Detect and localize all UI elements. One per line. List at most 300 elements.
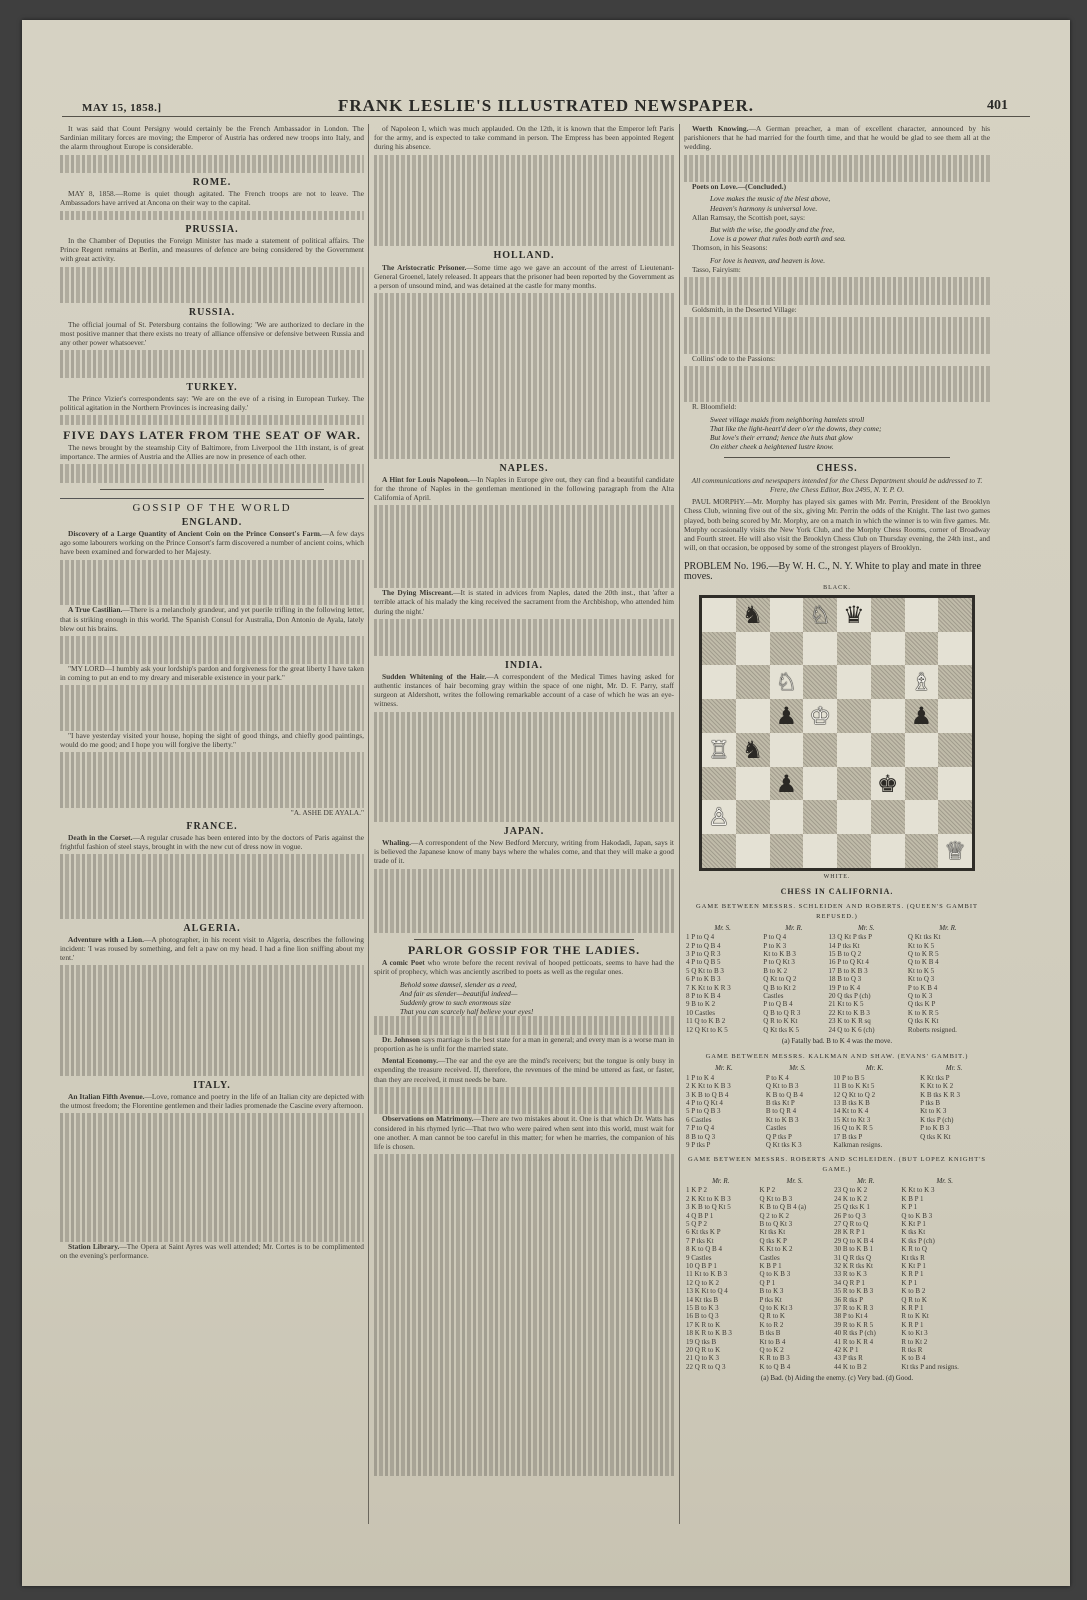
- board-square: [702, 767, 736, 801]
- column-rule: [368, 124, 369, 1524]
- move-cell: Kt to K 3: [920, 1107, 947, 1116]
- board-square: [770, 598, 804, 632]
- table-row: [684, 1354, 990, 1362]
- page-number: 401: [987, 98, 1008, 113]
- move-cell: K Kt P 1: [901, 1219, 926, 1228]
- article-lead: An Italian Fifth Avenue.: [68, 1091, 145, 1101]
- move-cell: 17 B to K B 3: [828, 966, 868, 975]
- move-cell: 41 R to K R 4: [834, 1337, 874, 1346]
- black-pawn-icon: ♟: [775, 702, 798, 731]
- move-cell: 4 P to Q Kt 4: [686, 1099, 723, 1108]
- move-cell: 8 P to K B 4: [686, 991, 721, 1000]
- move-cell: 6 P to K B 3: [686, 975, 721, 984]
- section-heading: FRANCE.: [186, 820, 238, 832]
- table-row: [684, 992, 990, 1000]
- move-cell: Kalkman resigns.: [833, 1141, 883, 1150]
- black-label: BLACK.: [823, 584, 851, 591]
- move-cell: 11 Kt to K B 3: [686, 1270, 728, 1279]
- move-cell: K tks P (ch): [901, 1236, 935, 1245]
- move-cell: P to K B 4: [907, 983, 938, 992]
- signature: "A. ASHE DE AYALA.": [290, 807, 364, 817]
- article-text: of Napoleon I, which was much applauded. On the 12th, it is known that the Emperor left Paris for the army, and is expected to take command in person. The Empress has been appointed Regent during his absence.: [374, 124, 674, 152]
- move-cell: Q Kt to B 3: [759, 1194, 793, 1203]
- move-cell: 23 K to K R sq: [828, 1017, 871, 1026]
- move-cell: 15 B to K 3: [686, 1303, 719, 1312]
- move-cell: P to Q Kt 3: [763, 958, 795, 967]
- newspaper-page: [22, 20, 1070, 1586]
- article-text: "MY LORD—I humbly ask your lordship's pardon and forgiveness for the great liberty I have taken in coming to put an end to my dreary and miserable existence in your park.": [60, 663, 364, 682]
- section-heading: ROME.: [192, 176, 232, 188]
- column-header: Mr. S.: [786, 1176, 804, 1185]
- article-lead: Station Library.: [68, 1241, 120, 1251]
- board-square: [871, 767, 905, 801]
- move-cell: 8 K to Q B 4: [686, 1245, 722, 1254]
- section-heading: INDIA.: [505, 659, 543, 671]
- board-square: [938, 699, 972, 733]
- board-square: [736, 733, 770, 767]
- move-cell: 36 R tks P: [834, 1295, 864, 1304]
- move-cell: K R P 1: [901, 1303, 924, 1312]
- table-row: [684, 1346, 990, 1354]
- white-queen-icon: ♕: [944, 837, 966, 866]
- board-square: [803, 598, 837, 632]
- board-square: [770, 834, 804, 868]
- board-square: [736, 665, 770, 699]
- game-score-table: [684, 1176, 990, 1371]
- section-heading: HOLLAND.: [493, 250, 555, 262]
- move-cell: 30 B to K B 1: [834, 1245, 874, 1254]
- table-row: [684, 1074, 990, 1082]
- move-cell: R to Kt 2: [901, 1337, 928, 1346]
- move-cell: Q to K 3: [907, 991, 933, 1000]
- table-row: [684, 1287, 990, 1295]
- board-square: [905, 767, 939, 801]
- white-label: WHITE.: [823, 873, 851, 880]
- move-cell: 1 K P 2: [686, 1186, 707, 1195]
- game-title: GAME BETWEEN MESSRS. KALKMAN AND SHAW. (EVANS' GAMBIT.): [705, 1053, 969, 1061]
- move-cell: 22 Q R to Q 3: [686, 1362, 726, 1371]
- table-row: [684, 933, 990, 941]
- article-text: Sudden Whitening of the Hair.—A correspondent of the Medical Times having asked for authentic instances of hair becoming gray within the space of one night, Mr. D. F. Parry, staff surgeon at Aldershott, writes the following remarkable account of a case of which he was an eye-witness.: [374, 671, 674, 709]
- move-cell: 44 K to B 2: [834, 1362, 867, 1371]
- move-cell: 11 Q to K B 2: [686, 1017, 726, 1026]
- article-text: Worth Knowing.—A German preacher, a man of excellent character, announced by his parishioners that he had married for the fourth time, and that he would be glad to see them all at the wedding.: [684, 124, 990, 152]
- table-row: [684, 1141, 990, 1149]
- white-rook-icon: ♖: [708, 735, 730, 764]
- move-cell: B to Q Kt 3: [759, 1219, 793, 1228]
- table-row: [684, 942, 990, 950]
- poem: But with the wise, the goodly and the free, Love is a power that rules both earth and sea.: [710, 224, 846, 244]
- move-cell: 40 R tks P (ch): [834, 1329, 876, 1338]
- move-cell: 13 K Kt to Q 4: [686, 1287, 728, 1296]
- move-cell: 37 R to K R 3: [834, 1303, 874, 1312]
- board-square: [938, 834, 972, 868]
- move-cell: Q tks K P: [907, 1000, 936, 1009]
- move-cell: Q 2 to K 2: [759, 1211, 790, 1220]
- move-cell: K Kt P 1: [901, 1261, 926, 1270]
- table-header-row: [684, 1176, 990, 1186]
- board-square: [702, 632, 736, 666]
- move-cell: 15 B to Q 2: [828, 949, 862, 958]
- board-square: [803, 665, 837, 699]
- gossip-title: GOSSIP OF THE WORLD: [60, 498, 364, 513]
- board-square: [702, 733, 736, 767]
- move-cell: 3 K B to Q B 4: [686, 1090, 729, 1099]
- board-square: [702, 800, 736, 834]
- move-cell: 19 Q tks B: [686, 1337, 717, 1346]
- move-cell: K B tks K R 3: [920, 1090, 960, 1099]
- move-cell: 6 Kt tks K P: [686, 1228, 721, 1237]
- move-cell: 20 Q R to K: [686, 1346, 721, 1355]
- move-cell: 24 Q to K 6 (ch): [828, 1025, 875, 1034]
- section-heading: RUSSIA.: [188, 307, 236, 319]
- column-header: Mr. K.: [865, 1064, 884, 1073]
- move-cell: 2 K Kt to K B 3: [686, 1194, 731, 1203]
- move-cell: B to K 2: [763, 966, 788, 975]
- move-cell: 11 B to K Kt 5: [833, 1082, 875, 1091]
- move-cell: B to Q R 4: [765, 1107, 797, 1116]
- board-square: [770, 699, 804, 733]
- move-cell: Q Kt to Q 2: [763, 975, 797, 984]
- move-cell: 16 B to Q 3: [686, 1312, 719, 1321]
- table-row: [684, 1195, 990, 1203]
- board-square: [938, 733, 972, 767]
- table-row: [684, 1329, 990, 1337]
- move-cell: Q P 1: [759, 1278, 776, 1287]
- move-cell: 8 B to Q 3: [686, 1132, 716, 1141]
- board-square: [938, 800, 972, 834]
- section-heading: JAPAN.: [503, 825, 545, 837]
- table-row: [684, 1000, 990, 1008]
- white-pawn-icon: ♙: [708, 803, 730, 832]
- move-cell: K to B 2: [901, 1287, 926, 1296]
- move-cell: P to Q B 4: [763, 1000, 793, 1009]
- table-row: [684, 1363, 990, 1371]
- white-bishop-icon: ♗: [910, 668, 933, 697]
- poem: Love makes the music of the blest above, Heaven's harmony is universal love.: [710, 194, 831, 213]
- move-cell: 9 B to K 2: [686, 1000, 716, 1009]
- article-text: The Aristocratic Prisoner.—Some time ago we gave an account of the arrest of Lieutenant-General Groenel, lately released. It appears that the prisoner had been reported by the Government as a person of unsound mind, and was detained at the castle for many months.: [374, 262, 674, 291]
- board-square: [905, 665, 939, 699]
- move-cell: 24 K to K 2: [834, 1194, 868, 1203]
- move-cell: Castles: [763, 991, 784, 1000]
- move-cell: B to K 3: [759, 1287, 784, 1296]
- board-square: [905, 800, 939, 834]
- board-square: [803, 800, 837, 834]
- board-square: [770, 665, 804, 699]
- move-cell: Q to K R 5: [907, 949, 939, 958]
- table-row: [684, 1091, 990, 1099]
- section-heading: ENGLAND.: [181, 516, 243, 528]
- move-cell: K B P 1: [759, 1261, 782, 1270]
- board-square: [702, 665, 736, 699]
- move-cell: 23 Q to K 2: [834, 1186, 868, 1195]
- move-cell: 5 Q P 2: [686, 1219, 707, 1228]
- board-square: [837, 800, 871, 834]
- move-cell: Q to K Kt 3: [759, 1303, 793, 1312]
- table-row: [684, 1270, 990, 1278]
- poem: Sweet village maids from neighboring hamlets stroll That like the light-heart'd deer o'er the downs, they come; But love's their errand; hence the huts that glow On either cheek a heightened lustre know.: [710, 414, 882, 452]
- move-cell: 7 P tks Kt: [686, 1236, 714, 1245]
- article-lead: The Dying Miscreant.: [382, 588, 454, 598]
- headline: FIVE DAYS LATER FROM THE SEAT OF WAR.: [63, 427, 361, 442]
- move-cell: K to R 2: [759, 1320, 784, 1329]
- board-square: [871, 834, 905, 868]
- move-cell: P to Q 4: [763, 933, 787, 942]
- article-text: Station Library.—The Opera at Saint Ayres was well attended; Mr. Cortes is to be complimented on the evening's performance.: [60, 1241, 364, 1261]
- move-cell: Q tks K P: [759, 1236, 787, 1245]
- article-lead: Death in the Corset.: [68, 832, 133, 842]
- section-heading: ITALY.: [193, 1079, 231, 1091]
- move-cell: 9 P tks P: [686, 1141, 711, 1150]
- poets-title: Poets on Love.—(Concluded.): [692, 182, 787, 192]
- move-cell: Q to K B 3: [759, 1270, 791, 1279]
- table-row: [684, 1026, 990, 1034]
- move-cell: Q P tks P: [765, 1132, 792, 1141]
- column-header: Mr. S.: [714, 923, 731, 932]
- column-2: [374, 124, 674, 1554]
- table-row: [684, 1228, 990, 1236]
- board-square: [803, 699, 837, 733]
- move-cell: K P 2: [759, 1186, 776, 1195]
- move-cell: 21 Q to K 3: [686, 1354, 720, 1363]
- move-cell: 10 Castles: [686, 1008, 715, 1017]
- table-row: [684, 1296, 990, 1304]
- move-cell: 27 Q R to Q: [834, 1219, 869, 1228]
- move-cell: 10 Q B P 1: [686, 1261, 717, 1270]
- board-square: [837, 699, 871, 733]
- move-cell: K R P 1: [901, 1270, 924, 1279]
- white-king-icon: ♔: [809, 702, 831, 731]
- board-square: [837, 767, 871, 801]
- move-cell: Q B to Kt 2: [763, 983, 796, 992]
- column-header: Mr. S.: [945, 1064, 963, 1073]
- article-lead: Mental Economy.: [382, 1056, 438, 1066]
- move-cell: 16 Q to K R 5: [833, 1124, 873, 1133]
- move-cell: K B P 1: [901, 1194, 924, 1203]
- table-row: [684, 1279, 990, 1287]
- move-cell: 25 Q tks K 1: [834, 1203, 870, 1212]
- move-cell: Q to K B 4: [907, 958, 939, 967]
- article-lead: The Aristocratic Prisoner.: [382, 262, 467, 272]
- problem-title: PROBLEM No. 196.—By W. H. C., N. Y. White to play and mate in three moves.: [684, 561, 982, 582]
- move-cell: 3 K B to Q Kt 5: [686, 1203, 731, 1212]
- column-header: Mr. S.: [936, 1176, 953, 1185]
- board-square: [905, 733, 939, 767]
- move-cell: 20 Q tks P (ch): [828, 991, 871, 1000]
- move-cell: 42 K P 1: [834, 1346, 859, 1355]
- article-lead: Dr. Johnson: [382, 1034, 421, 1044]
- article-lead: Worth Knowing.: [692, 124, 749, 133]
- move-cell: 26 P to Q 3: [834, 1211, 866, 1220]
- move-cell: 35 R to K B 3: [834, 1287, 874, 1296]
- parlor-gossip-title: PARLOR GOSSIP FOR THE LADIES.: [407, 942, 641, 957]
- table-row: [684, 1321, 990, 1329]
- chess-note: All communications and newspapers intended for the Chess Department should be addressed to T. Frere, the Chess Editor, Box 2495, N. Y. P. O.: [691, 475, 983, 494]
- move-cell: K P 1: [901, 1203, 918, 1212]
- move-cell: K Kt to K 2: [759, 1245, 793, 1254]
- move-cell: K R to B 3: [759, 1354, 790, 1363]
- article-text: A Hint for Louis Napoleon.—In Naples in Europe give out, they can find a beautiful candidate for the throne of Naples in the gentleman mentioned in the following paragraph from the Alta California of April.: [374, 474, 674, 503]
- column-header: Mr. S.: [789, 1064, 806, 1073]
- move-cell: 18 K R to K B 3: [686, 1329, 732, 1338]
- board-square: [837, 598, 871, 632]
- move-cell: Castles: [759, 1253, 780, 1262]
- move-cell: 6 Castles: [686, 1115, 712, 1124]
- move-cell: Q Kt tks K 3: [765, 1141, 802, 1150]
- column-3: Worth Knowing.—A German preacher, a man of excellent character, announced by his parishioners that he had married for the fourth time, and that he would be glad to see them all at the wedding. Poets on Love.—(Concluded.) Love makes the music of the blest above, Heaven's harmony is universal love. Allan Ramsay, the Scottish poet, says: But with the wise, the goodly and the free, Love is a power that rules both earth and sea. Thomson, in his Seasons: For love is heaven, and heaven is love. Tasso, Fairyism: Goldsmith, in the Deserted Village: Collins' ode to the Passions: R. Bloomfield: Sweet village maids from neighboring hamlets stroll That like the light-heart'd deer o'er the downs, they come; But love's their errand; hence the huts that glow On either cheek a heightened lustre know. CHESS. All communications and newspapers intended for the Chess Department should be addressed to T. Frere, the Chess Editor, Box 2495, N. Y. P. O. PAUL MORPHY.—Mr. Morphy has played six games with Mr. Perrin, President of the Brooklyn Chess Club, winning five out of the six, giving Mr. Perrin the odds of the Knight. The last two games played, both being scored by Mr. Morphy, are on a match in which the winner is to win five games. Mr. Morphy occasionally visits the New York Club, and the Morphy Chess Rooms, corner of Broadway and Fourth street. He will also visit the Brooklyn Chess Club on Thursday evening, the 24th inst., and will, on that occasion, be opposed by some of the strongest players of Brooklyn. PROBLEM No. 196.—By W. H. C., N. Y. White to play and mate in three moves. BLACK. ♞ ♘ ♛ ♘ ♗ ♟ ♔ ♟ ♖ ♞ ♟ ♚ ♙ ♕ WHITE. CHESS IN CALIFORNIA. GAME BETWEEN MESSRS. SCHLEIDEN AND ROBERTS. (QUEEN'S GAMBIT REFUSED.) Mr. S. Mr. R. Mr. S. Mr. R. 1 P to Q 4 P to Q 4 13 Q Kt P tks P Q Kt tks Kt 2 P to Q B 4 P to K 3 14 P tks Kt Kt to K 5 3 P to Q R 3 Kt to K B 3 15 B to Q 2 Q to K R 5 4 P to Q B 5 P to Q Kt 3 16 P to Q Kt 4 Q to K B 4 5 Q Kt to B 3 B to K 2 17 B to K B 3 Kt to K 5 6 P to K B 3 Q Kt to Q 2 18 B to Q 3 Kt to Q 3 7 K Kt to K R 3 Q B to Kt 2 19 P to K 4 P to K B 4 8 P to K B 4 Castles 20 Q tks P (ch) Q to K 3 9 B to K 2 P to Q B 4 21 Kt to K 5 Q tks K P 10 Castles Q B to Q R 3 22 Kt to K B 3 K to K R 5 11 Q to K B 2 Q R to K Kt 23 K to K R sq Q tks K Kt 12 Q Kt to K 5 Q Kt tks K 5 24 Q to K 6 (ch) Roberts resigned. (a) Fatally bad. B to K 4 was the move. GAME BETWEEN MESSRS. KALKMAN AND SHAW. (EVANS' GAMBIT.) Mr. K. Mr. S. Mr. K. Mr. S. 1 P to K 4 P to K 4 10 P to B 5 K Kt tks P 2 K Kt to K B 3 Q Kt to B 3 11 B to K Kt 5 K Kt to K 2 3 K B to Q B 4 K B to Q B 4 12 Q Kt to Q 2 K B tks K R 3 4 P to Q Kt 4 B tks Kt P 13 B tks K B P tks B 5 P to Q B 3 B to Q R 4 14 Kt to K 4 Kt to K 3 6 Castles Kt to K B 3 15 Kt to Kt 3 K tks P (ch) 7 P to Q 4 Castles 16 Q to K R 5 P to K B 3 8 B to Q 3 Q P tks P 17 B tks P Q tks K Kt 9 P tks P Q Kt tks K 3 Kalkman resigns. GAME BETWEEN MESSRS. ROBERTS AND SCHLEIDEN. (BUT LOPEZ KNIGHT'S GAME.) Mr. R. Mr. S. Mr. R. Mr. S. 1 K P 2 K P 2 23 Q to K 2 K Kt to K 3 2 K Kt to K B 3 Q Kt to B 3 24 K to K 2 K B P 1 3 K B to Q Kt 5 K B to Q B 4 (a) 25 Q tks K 1 K P 1 4 Q B P 1 Q 2 to K 2 26 P to Q 3 Q to K B 3 5 Q P 2 B to Q Kt 3 27 Q R to Q K Kt P 1 6 Kt tks K P Kt tks Kt 28 K R P 1 K tks Kt 7 P tks Kt Q tks K P 29 Q to K B 4 K tks P (ch) 8 K to Q B 4 K Kt to K 2 30 B to K B 1 K R to Q 9 Castles Castles 31 Q R tks Q Kt tks R 10 Q B P 1 K B P 1 32 K R tks Kt K Kt P 1 11 Kt to K B 3 Q to K B 3 33 R to K 3 K R P 1 12 Q to K 2 Q P 1 34 Q R P 1 K P 1 13 K Kt to Q 4 B to K 3 35 R to K B 3 K to B 2 14 Kt tks B P tks Kt 36 R tks P Q R to K 15 B to K 3 Q to K Kt 3 37 R to K R 3 K R P 1 16 B to Q 3 Q R to K 38 P to Kt 4 R to K Kt 17 K R to K K to R 2 39 R to K R 5 K R P 1 18 K R to K B 3 B tks B 40 R tks P (ch) K to Kt 3 19 Q tks B Kt to B 4 41 R to K R 4 R to Kt 2 20 Q R to K Q to K 2 42 K P 1 R tks R 21 Q to K 3 K R to B 3 43 P tks R K to B 4 22 Q R to Q 3 K to Q B 4 44 K to B 2 Kt tks P and resigns. (a) Bad. (b) Aiding the enemy. (c) Very bad. (d) Good.: [684, 124, 990, 1383]
- article-text: The Prince Vizier's correspondents say: 'We are on the eve of a rising in European Turkey. The political agitation in the Northern Provinces is increasing daily.': [60, 393, 364, 413]
- table-row: [684, 1099, 990, 1107]
- table-row: [684, 1107, 990, 1115]
- board-square: [803, 733, 837, 767]
- table-row: [684, 1082, 990, 1090]
- table-row: [684, 1245, 990, 1253]
- move-cell: Q R to K: [759, 1312, 785, 1321]
- move-cell: 39 R to K R 5: [834, 1320, 874, 1329]
- black-pawn-icon: ♟: [910, 702, 933, 731]
- move-cell: Q B to Q R 3: [763, 1008, 801, 1017]
- column-header: Mr. R.: [785, 923, 803, 932]
- move-cell: 4 Q B P 1: [686, 1211, 714, 1220]
- table-row: [684, 1116, 990, 1124]
- board-square: [736, 699, 770, 733]
- section-heading: NAPLES.: [499, 462, 549, 474]
- move-cell: R to K Kt: [901, 1312, 929, 1321]
- move-cell: 22 Kt to K B 3: [828, 1008, 870, 1017]
- move-cell: 13 B tks K B: [833, 1099, 870, 1108]
- table-row: [684, 1203, 990, 1211]
- move-cell: P tks Kt: [759, 1295, 782, 1304]
- move-cell: Q Kt to B 3: [765, 1082, 799, 1091]
- issue-date: MAY 15, 1858.]: [82, 102, 162, 114]
- board-square: [905, 699, 939, 733]
- article-text: "I have yesterday visited your house, hoping the sight of good things, and chiefly good paintings, would do me good; and I hope you will forgive the liberty.": [60, 730, 364, 750]
- black-knight-icon: ♞: [741, 600, 764, 629]
- article-lead: Discovery of a Large Quantity of Ancient Coin on the Prince Consort's Farm.: [68, 528, 322, 538]
- move-cell: Kt to B 4: [759, 1337, 786, 1346]
- chess-heading: CHESS.: [816, 463, 858, 475]
- article-text: In the Chamber of Deputies the Foreign Minister has made a statement of political affairs. The Prince Regent remains at Berlin, and measures of defence are being considered by the Government with great activity.: [60, 235, 364, 264]
- move-cell: Kt to K 5: [907, 966, 935, 975]
- move-cell: K to Kt 3: [901, 1329, 928, 1338]
- move-cell: K to Q B 4: [759, 1362, 791, 1371]
- move-cell: K to K R 5: [907, 1008, 939, 1017]
- article-text: The Dying Miscreant.—It is stated in advices from Naples, dated the 20th inst., that 'after a terrible attack of his malady the king received the sacrament from the Archbishop, who attended him during the night.': [374, 588, 674, 616]
- move-cell: Kt tks Kt: [759, 1228, 786, 1237]
- board-square: [871, 733, 905, 767]
- move-cell: 29 Q to K B 4: [834, 1236, 874, 1245]
- board-square: [702, 834, 736, 868]
- move-cell: Q Kt tks K 5: [763, 1025, 800, 1034]
- table-row: [684, 1254, 990, 1262]
- table-row: [684, 1312, 990, 1320]
- move-cell: 9 Castles: [686, 1253, 712, 1262]
- article-lead: Whaling.: [382, 838, 411, 847]
- article-lead: Sudden Whitening of the Hair.: [382, 671, 487, 681]
- move-cell: 21 Kt to K 5: [828, 1000, 864, 1009]
- california-heading: CHESS IN CALIFORNIA.: [780, 887, 894, 897]
- board-square: [938, 665, 972, 699]
- game-score-table: [684, 1063, 990, 1149]
- move-cell: 2 K Kt to K B 3: [686, 1082, 731, 1091]
- table-row: [684, 958, 990, 966]
- board-square: [837, 665, 871, 699]
- board-square: [938, 632, 972, 666]
- move-cell: 17 K R to K: [686, 1320, 721, 1329]
- game-score-table: [684, 923, 990, 1034]
- poem: Behold some damsel, slender as a reed, And fair as slender—beautiful indeed— Suddenly grow to such enormous size That you can scarcely half believe your eyes!: [400, 979, 534, 1017]
- move-cell: Q to K B 3: [901, 1211, 933, 1220]
- article-lead: A comic Poet: [382, 958, 425, 968]
- move-cell: K tks P (ch): [920, 1115, 954, 1124]
- black-king-icon: ♚: [876, 769, 899, 798]
- move-cell: 18 B to Q 3: [828, 975, 862, 984]
- board-square: [938, 767, 972, 801]
- move-cell: Q R to K Kt: [763, 1017, 798, 1026]
- board-square: [905, 632, 939, 666]
- move-cell: Q Kt tks Kt: [907, 933, 941, 942]
- board-square: [871, 665, 905, 699]
- move-cell: 3 P to Q R 3: [686, 949, 721, 958]
- board-square: [702, 699, 736, 733]
- table-row: [684, 1009, 990, 1017]
- move-cell: Q tks K Kt: [907, 1017, 939, 1026]
- move-cell: 7 P to Q 4: [686, 1124, 715, 1133]
- white-knight-icon: ♘: [775, 668, 798, 697]
- article-lead: Adventure with a Lion.: [68, 934, 144, 944]
- move-cell: 5 Q Kt to B 3: [686, 966, 724, 975]
- article-text: A comic Poet who wrote before the recent revival of hooped petticoats, seems to have had the spirit of prophecy, which was anciently ascribed to poets as well as the regular ones.: [374, 958, 674, 977]
- move-cell: 12 Q to K 2: [686, 1278, 720, 1287]
- article-text: Adventure with a Lion.—A photographer, in his recent visit to Algeria, describes the following incident: 'I was roused by something, and felt a paw on my head. I had a fine lion sniffing about my tent.': [60, 934, 364, 963]
- move-cell: Kt to K 5: [907, 941, 935, 950]
- board-square: [871, 598, 905, 632]
- article-text: Dr. Johnson says marriage is the best state for a man in general; and every man is a worse man in proportion as he is unfit for the married state.: [374, 1034, 674, 1053]
- move-cell: 34 Q R P 1: [834, 1278, 865, 1287]
- move-cell: 17 B tks P: [833, 1132, 863, 1141]
- section-heading: PRUSSIA.: [185, 223, 239, 235]
- column-header: Mr. R.: [857, 1176, 875, 1185]
- move-cell: 2 P to Q B 4: [686, 941, 721, 950]
- move-cell: 1 P to Q 4: [686, 933, 715, 942]
- move-cell: B tks Kt P: [765, 1099, 795, 1108]
- article-lead: A Hint for Louis Napoleon.: [382, 474, 470, 484]
- move-cell: 38 P to Kt 4: [834, 1312, 868, 1321]
- black-knight-icon: ♞: [741, 735, 764, 764]
- move-cell: 7 K Kt to K R 3: [686, 983, 731, 992]
- article-lead: Observations on Matrimony.: [382, 1114, 474, 1124]
- game-title: GAME BETWEEN MESSRS. SCHLEIDEN AND ROBERTS. (QUEEN'S GAMBIT REFUSED.): [695, 903, 979, 920]
- article-text: A True Castilian.—There is a melancholy grandeur, and yet puerile trifling in the following letter, that is striking enough in this world. The Spanish Consul for Australia, Don Antonio de Ayala, lately blew out his brains.: [60, 605, 364, 633]
- column-1: [60, 124, 364, 1554]
- table-row: [684, 1186, 990, 1194]
- move-cell: K to B 4: [901, 1354, 926, 1363]
- move-cell: 14 Kt tks B: [686, 1295, 719, 1304]
- board-square: [736, 598, 770, 632]
- board-square: [736, 800, 770, 834]
- game-title: GAME BETWEEN MESSRS. ROBERTS AND SCHLEIDEN. (BUT LOPEZ KNIGHT'S GAME.): [687, 1156, 987, 1173]
- move-cell: 14 P tks Kt: [828, 941, 860, 950]
- board-square: [770, 632, 804, 666]
- article-text: Whaling.—A correspondent of the New Bedford Mercury, writing from Hakodadi, Japan, says it is believed the Japanese know of many bays where the whales come, and that they will make a good trade of it.: [374, 838, 674, 866]
- move-cell: K B to Q B 4 (a): [759, 1203, 807, 1212]
- article-text: Mental Economy.—The ear and the eye are the mind's receivers; but the tongue is only busy in expending the treasure received. If, therefore, the revenues of the mind be uttered as fast, or faster, than they are received, it must needs be bare.: [374, 1056, 674, 1084]
- section-heading: TURKEY.: [186, 381, 238, 393]
- board-square: [803, 767, 837, 801]
- board-square: [736, 767, 770, 801]
- table-row: [684, 975, 990, 983]
